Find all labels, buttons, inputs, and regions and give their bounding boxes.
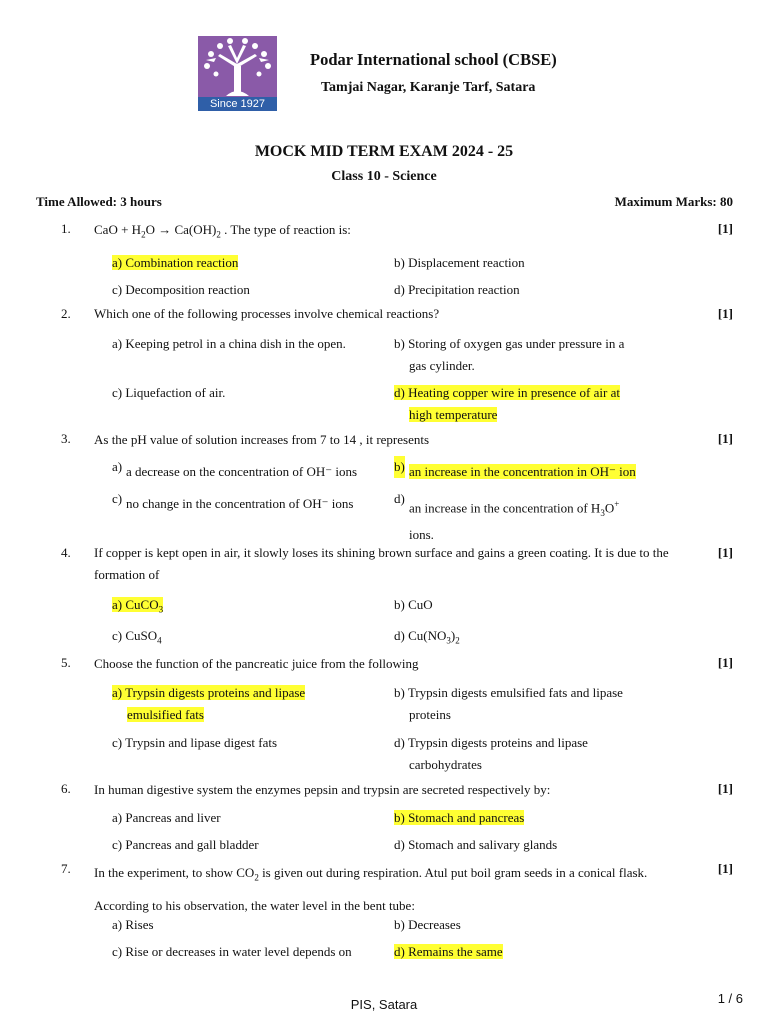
option-d: d) Remains the same: [394, 944, 503, 959]
option-a: a) Pancreas and liver: [112, 810, 221, 825]
question-mark: [1]: [717, 545, 733, 560]
option-c: c) CuSO$_4$: [112, 628, 162, 646]
question-mark: [1]: [717, 655, 733, 670]
option-d: d) Precipitation reaction: [394, 282, 520, 297]
question-number: 1.: [61, 221, 71, 236]
option-b: b) Trypsin digests emulsified fats and lipase proteins: [394, 685, 623, 722]
question-number: 3.: [61, 431, 71, 446]
maximum-marks: Maximum Marks: 80: [614, 194, 733, 209]
option-a: a) Combination reaction: [112, 255, 239, 270]
exam-class: Class 10 - Science: [331, 169, 437, 184]
school-name: Podar International school (CBSE): [310, 50, 557, 69]
question-text: Which one of the following processes involve chemical reactions?: [94, 306, 440, 321]
option-c: c) Pancreas and gall bladder: [112, 837, 259, 852]
option-b: b) an increase in the concentration in OH⁻ ion: [394, 461, 664, 483]
option-c: c) Liquefaction of air.: [112, 385, 226, 400]
option-a: a) Trypsin digests proteins and lipase emulsified fats: [112, 685, 306, 722]
question-mark: [1]: [717, 781, 733, 796]
option-c: c) Rise or decreases in water level depends on: [112, 944, 352, 959]
option-c: c) Trypsin and lipase digest fats: [112, 735, 278, 750]
option-d: d) an increase in the concentration of $H_3O^+$ ions.: [394, 491, 620, 542]
option-c: c) Decomposition reaction: [112, 282, 250, 297]
question-number: 2.: [61, 306, 71, 321]
school-logo: [198, 36, 277, 111]
option-b: b) Stomach and pancreas: [394, 810, 525, 825]
option-b: b) CuO: [394, 597, 433, 612]
option-d: d) Trypsin digests proteins and lipase carbohydrates: [394, 735, 588, 772]
question-text: CaO + $H_2O \to Ca(OH)_2$ . The type of reaction is:: [94, 222, 351, 240]
option-b: b) Storing of oxygen gas under pressure in a gas cylinder.: [394, 336, 625, 373]
logo-since-text: Since 1927: [198, 97, 277, 111]
time-allowed: Time Allowed: 3 hours: [36, 194, 162, 209]
question-mark: [1]: [717, 221, 733, 236]
question-text: In human digestive system the enzymes pepsin and trypsin are secreted respectively by:: [94, 782, 551, 797]
footer-text: PIS, Satara: [350, 997, 418, 1012]
school-address: Tamjai Nagar, Karanje Tarf, Satara: [321, 80, 536, 95]
option-b: b) Decreases: [394, 917, 461, 932]
page-number: 1 / 6: [717, 991, 743, 1006]
tree-people-icon: [198, 36, 277, 98]
question-mark: [1]: [717, 306, 733, 321]
option-d: d) Heating copper wire in presence of air at high temperature: [394, 385, 620, 422]
question-number: 5.: [61, 655, 71, 670]
option-a: a) Rises: [112, 917, 154, 932]
question-mark: [1]: [717, 431, 733, 446]
question-text: In the experiment, to show $CO_2$ is given out during respiration. Atul put boil gram seeds in a conical flask. According to his observation, the water level in the bent tube:: [94, 865, 648, 913]
question-text: If copper is kept open in air, it slowly loses its shining brown surface and gains a green coating. It is due to the formation of: [94, 545, 669, 582]
option-b: b) Displacement reaction: [394, 255, 525, 270]
question-mark: [1]: [717, 861, 733, 876]
option-a: a) a decrease on the concentration of OH⁻ ions: [112, 459, 358, 479]
option-a: a) CuCO$_3$: [112, 597, 164, 615]
question-number: 6.: [61, 781, 71, 796]
option-d: d) $Cu(NO_3)_2$: [394, 628, 460, 646]
question-number: 7.: [61, 861, 71, 876]
question-text: Choose the function of the pancreatic juice from the following: [94, 656, 419, 671]
question-text: As the pH value of solution increases from 7 to 14 , it represents: [94, 432, 430, 447]
exam-title: MOCK MID TERM EXAM 2024 - 25: [254, 143, 514, 160]
option-a: a) Keeping petrol in a china dish in the open.: [112, 336, 346, 351]
option-c: c) no change in the concentration of OH⁻ ions: [112, 491, 354, 511]
question-number: 4.: [61, 545, 71, 560]
option-d: d) Stomach and salivary glands: [394, 837, 558, 852]
